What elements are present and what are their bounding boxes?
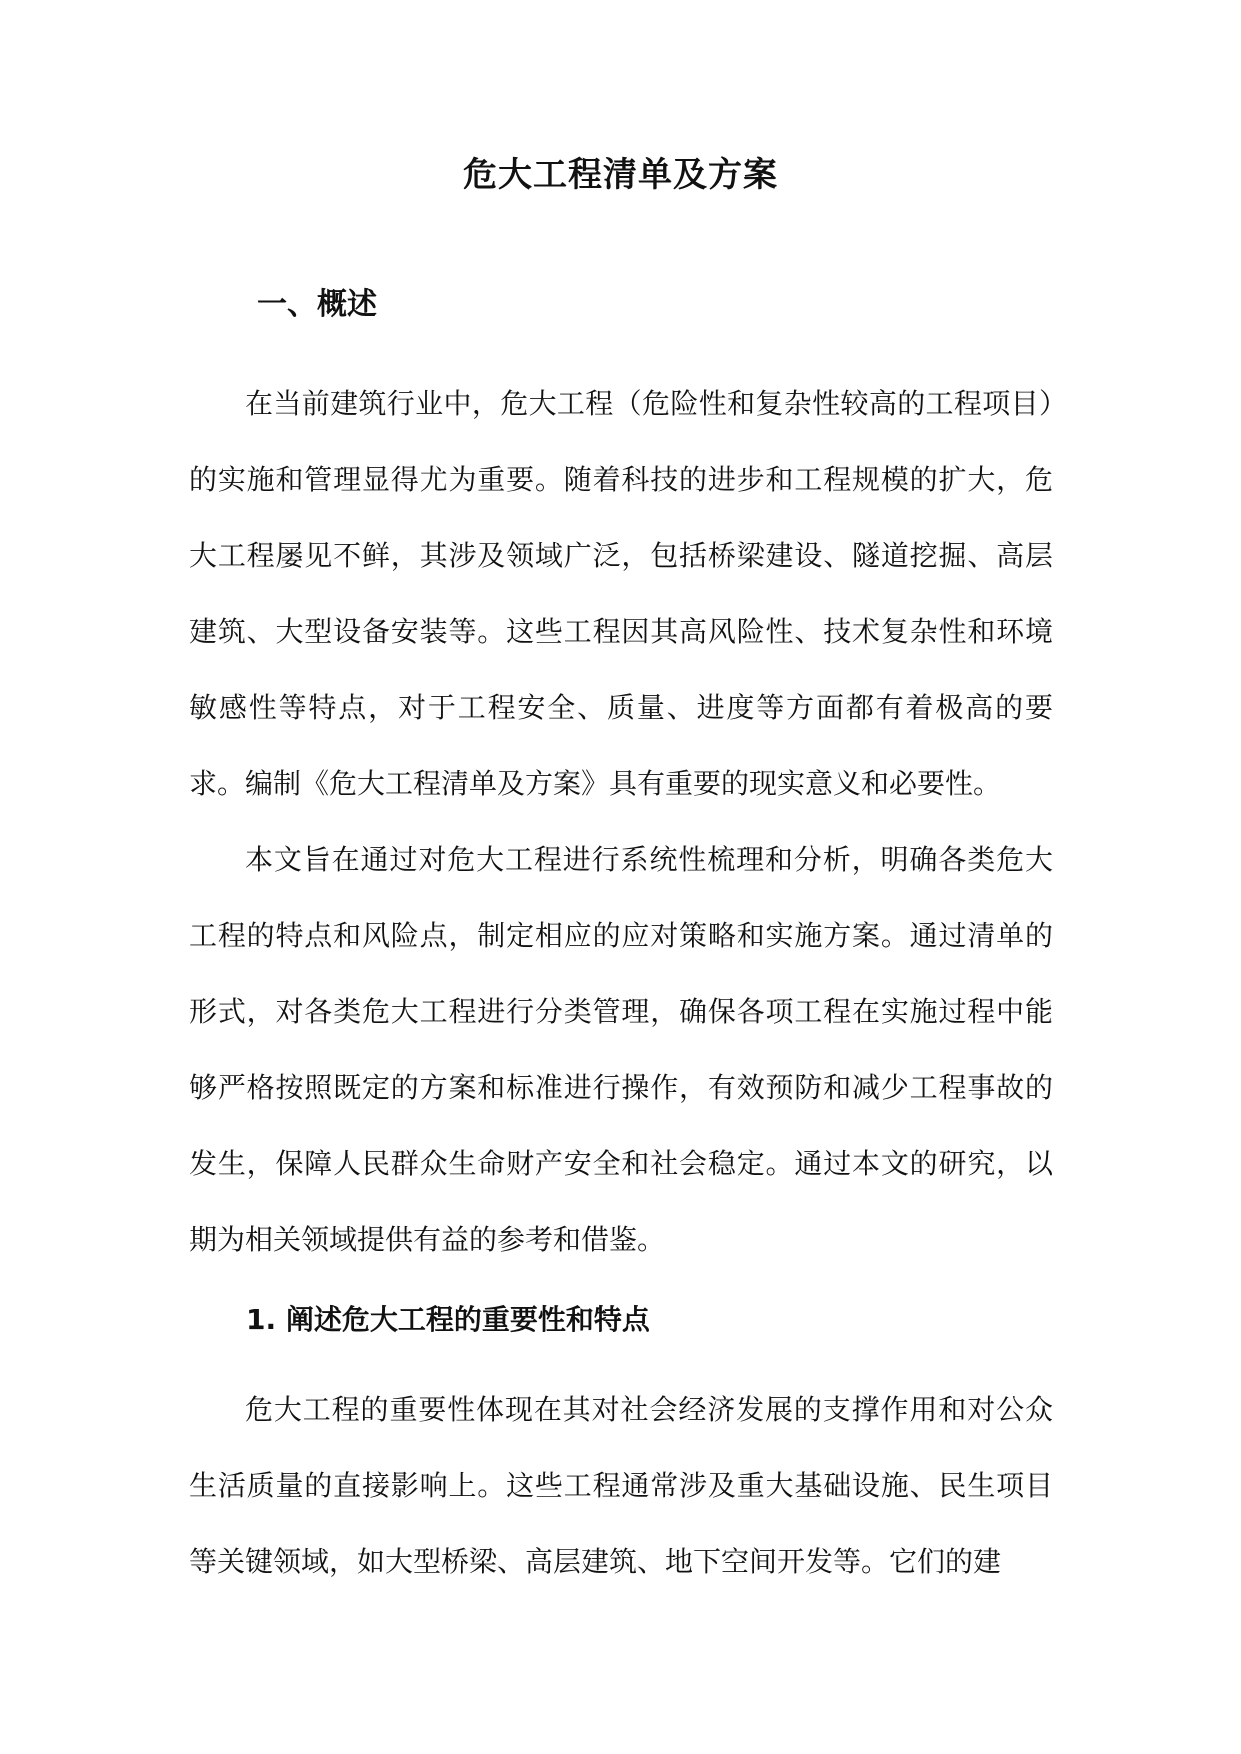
paragraph-overview-2: 本文旨在通过对危大工程进行系统性梳理和分析，明确各类危大工程的特点和风险点，制定相应的应对策略和实施方案。通过清单的形式，对各类危大工程进行分类管理，确保各项工程在实施过程中能够严格按照既定的方案和标准进行操作，有效预防和减少工程事故的发生，保障人民群众生命财产安全和社会稳定。通过本文的研究，以期为相关领域提供有益的参考和借鉴。 <box>189 843 1053 1256</box>
subsection-heading-importance: 1. 阐述危大工程的重要性和特点 <box>246 1303 650 1336</box>
section-heading-overview: 一、概述 <box>257 287 377 322</box>
paragraph-importance-1: 危大工程的重要性体现在其对社会经济发展的支撑作用和对公众生活质量的直接影响上。这些工程通常涉及重大基础设施、民生项目等关键领域，如大型桥梁、高层建筑、地下空间开发等。它们的建 <box>189 1393 1053 1578</box>
paragraph-overview-1: 在当前建筑行业中，危大工程（危险性和复杂性较高的工程项目）的实施和管理显得尤为重要。随着科技的进步和工程规模的扩大，危大工程屡见不鲜，其涉及领域广泛，包括桥梁建设、隧道挖掘、高层建筑、大型设备安装等。这些工程因其高风险性、技术复杂性和环境敏感性等特点，对于工程安全、质量、进度等方面都有着极高的要求。编制《危大工程清单及方案》具有重要的现实意义和必要性。 <box>189 387 1053 800</box>
document-title: 危大工程清单及方案 <box>463 155 778 195</box>
